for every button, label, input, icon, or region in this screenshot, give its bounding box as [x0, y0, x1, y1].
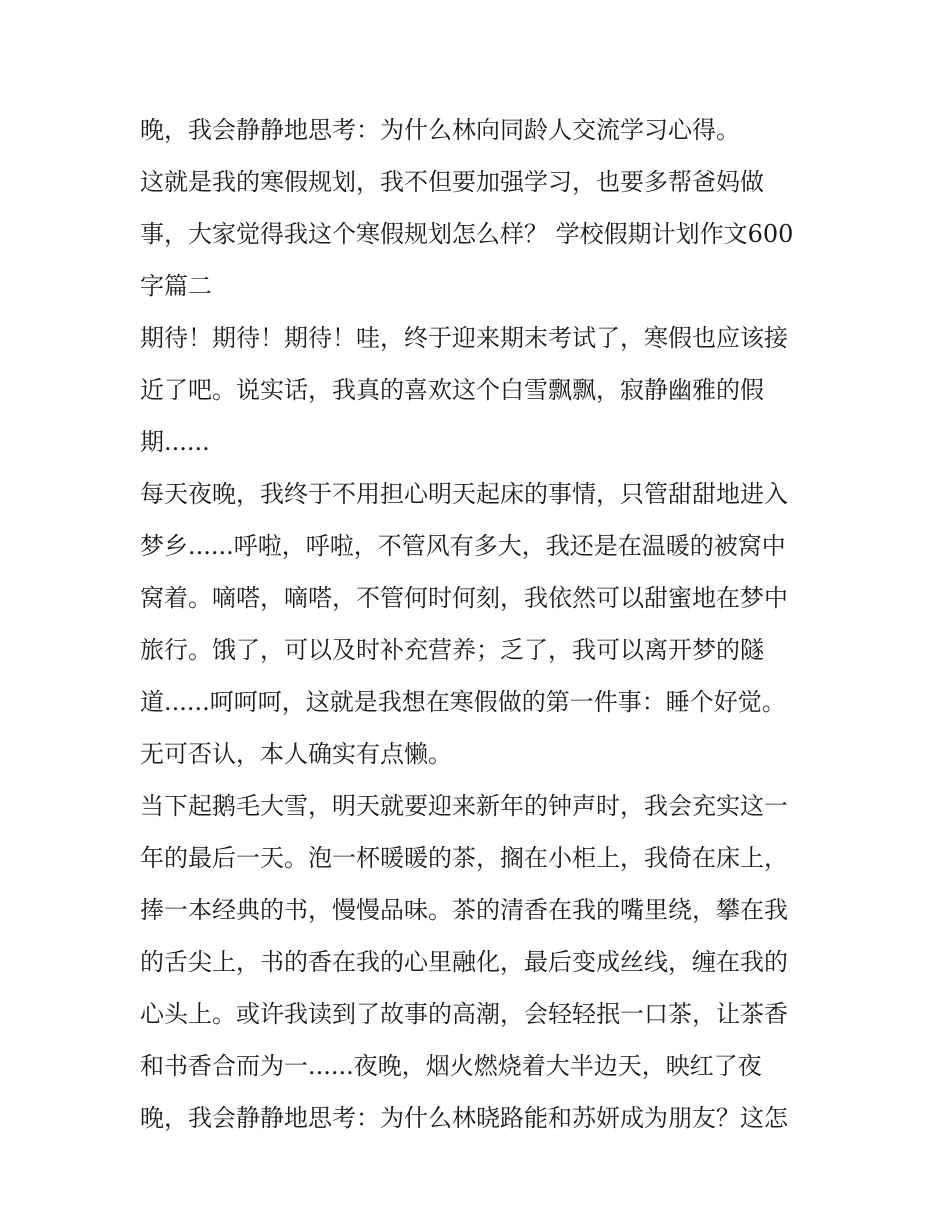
text-line: 心头上。或许我读到了故事的高潮，会轻轻抿一口茶，让茶香 — [140, 1000, 788, 1028]
text-line: 梦乡......呼啦，呼啦，不管风有多大，我还是在温暖的被窝中 — [140, 532, 786, 560]
text-line: 事，大家觉得我这个寒假规划怎么样？ 学校假期计划作文600 — [140, 220, 794, 248]
text-line: 无可否认，本人确实有点懒。 — [140, 740, 452, 768]
text-line: 期待！期待！期待！哇，终于迎来期末考试了，寒假也应该接 — [140, 324, 788, 352]
text-line: 这就是我的寒假规划，我不但要加强学习，也要多帮爸妈做 — [140, 168, 764, 196]
text-line: 期...... — [140, 428, 210, 456]
text-line: 和书香合而为一......夜晚，烟火燃烧着大半边天，映红了夜 — [140, 1052, 762, 1080]
text-line: 字篇二 — [140, 272, 212, 300]
text-line: 捧一本经典的书，慢慢品味。茶的清香在我的嘴里绕，攀在我 — [140, 896, 788, 924]
text-line: 道......呵呵呵，这就是我想在寒假做的第一件事：睡个好觉。 — [140, 688, 786, 716]
text-line: 窝着。嘀嗒，嘀嗒，不管何时何刻，我依然可以甜蜜地在梦中 — [140, 584, 788, 612]
text-line: 晚，我会静静地思考：为什么林晓路能和苏妍成为朋友？这怎 — [140, 1104, 788, 1132]
text-line: 当下起鹅毛大雪，明天就要迎来新年的钟声时，我会充实这一 — [140, 792, 788, 820]
text-line: 每天夜晚，我终于不用担心明天起床的事情，只管甜甜地进入 — [140, 480, 788, 508]
text-line: 年的最后一天。泡一杯暖暖的茶，搁在小柜上，我倚在床上， — [140, 844, 788, 872]
text-line: 的舌尖上，书的香在我的心里融化，最后变成丝线，缠在我的 — [140, 948, 788, 976]
text-line: 近了吧。说实话，我真的喜欢这个白雪飘飘，寂静幽雅的假 — [140, 376, 764, 404]
document-body — [140, 110, 820, 1150]
text-line: 晚，我会静静地思考：为什么林向同龄人交流学习心得。 — [140, 116, 740, 144]
text-line: 旅行。饿了，可以及时补充营养；乏了，我可以离开梦的隧 — [140, 636, 764, 664]
